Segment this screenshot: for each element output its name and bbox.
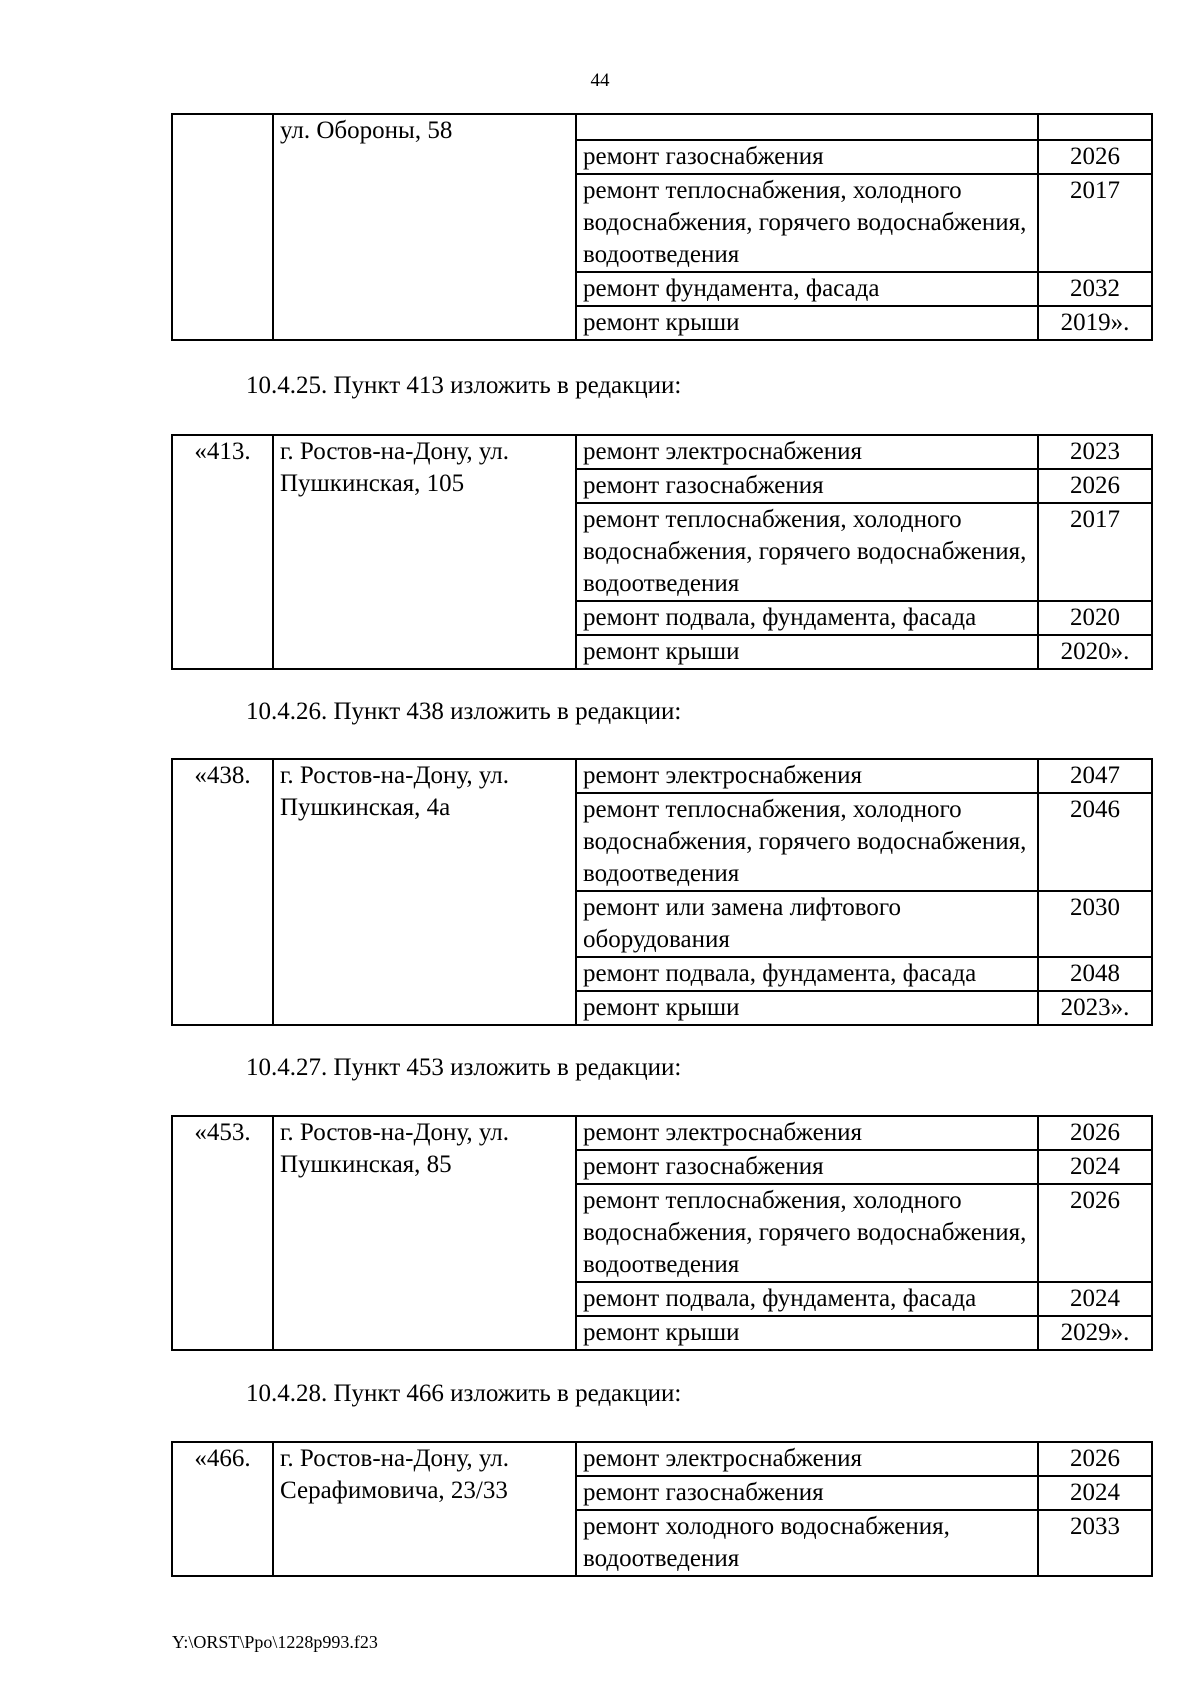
work-cell: ремонт теплоснабжения, холодного водоснабжения, горячего водоснабжения, водоотведения [576, 503, 1038, 601]
table-row [172, 759, 1152, 793]
work-cell: ремонт холодного водоснабжения, водоотведения [576, 1510, 1038, 1576]
work-cell: ремонт теплоснабжения, холодного водоснабжения, горячего водоснабжения, водоотведения [576, 174, 1038, 272]
item-number-cell [172, 114, 273, 340]
year-cell: 2020 [1038, 601, 1152, 635]
section-heading: 10.4.25. Пункт 413 изложить в редакции: [246, 372, 682, 399]
work-cell: ремонт крыши [576, 1316, 1038, 1350]
work-cell: ремонт крыши [576, 306, 1038, 340]
work-cell: ремонт газоснабжения [576, 1150, 1038, 1184]
item-table [171, 758, 1153, 1026]
section-heading: 10.4.27. Пункт 453 изложить в редакции: [246, 1054, 682, 1081]
footer-file-path: Y:\ORST\Ppo\1228p993.f23 [172, 1632, 378, 1652]
year-cell: 2033 [1038, 1510, 1152, 1576]
year-cell: 2047 [1038, 759, 1152, 793]
item-number-cell: «413. [172, 435, 273, 669]
year-cell: 2024 [1038, 1150, 1152, 1184]
work-cell: ремонт крыши [576, 635, 1038, 669]
section-heading: 10.4.26. Пункт 438 изложить в редакции: [246, 698, 682, 725]
item-table [171, 434, 1153, 670]
year-cell: 2032 [1038, 272, 1152, 306]
continuation-table [171, 113, 1153, 341]
year-cell: 2024 [1038, 1476, 1152, 1510]
work-cell: ремонт подвала, фундамента, фасада [576, 601, 1038, 635]
year-cell: 2026 [1038, 140, 1152, 174]
year-cell: 2017 [1038, 174, 1152, 272]
year-cell [1038, 114, 1152, 140]
address-cell: г. Ростов-на-Дону, ул. Пушкинская, 105 [273, 435, 576, 669]
year-cell: 2046 [1038, 793, 1152, 891]
year-cell: 2017 [1038, 503, 1152, 601]
address-cell: г. Ростов-на-Дону, ул. Пушкинская, 85 [273, 1116, 576, 1350]
item-table [171, 1441, 1153, 1577]
work-cell: ремонт крыши [576, 991, 1038, 1025]
work-cell: ремонт газоснабжения [576, 469, 1038, 503]
address-cell: г. Ростов-на-Дону, ул. Пушкинская, 4а [273, 759, 576, 1025]
section-heading: 10.4.28. Пункт 466 изложить в редакции: [246, 1380, 682, 1407]
table-row [172, 1442, 1152, 1476]
address-cell: ул. Обороны, 58 [273, 114, 576, 340]
work-cell: ремонт электроснабжения [576, 759, 1038, 793]
year-cell: 2019». [1038, 306, 1152, 340]
work-cell: ремонт подвала, фундамента, фасада [576, 957, 1038, 991]
item-number-cell: «438. [172, 759, 273, 1025]
item-number-cell: «453. [172, 1116, 273, 1350]
work-cell: ремонт электроснабжения [576, 1442, 1038, 1476]
year-cell: 2029». [1038, 1316, 1152, 1350]
work-cell: ремонт или замена лифтового оборудования [576, 891, 1038, 957]
year-cell: 2020». [1038, 635, 1152, 669]
year-cell: 2024 [1038, 1282, 1152, 1316]
year-cell: 2026 [1038, 1442, 1152, 1476]
year-cell: 2023 [1038, 435, 1152, 469]
work-cell: ремонт теплоснабжения, холодного водоснабжения, горячего водоснабжения, водоотведения [576, 793, 1038, 891]
work-cell: ремонт электроснабжения [576, 435, 1038, 469]
work-cell: ремонт подвала, фундамента, фасада [576, 1282, 1038, 1316]
page-number: 44 [590, 70, 610, 91]
year-cell: 2026 [1038, 1116, 1152, 1150]
table-row [172, 435, 1152, 469]
year-cell: 2048 [1038, 957, 1152, 991]
item-number-cell: «466. [172, 1442, 273, 1576]
item-table [171, 1115, 1153, 1351]
work-cell: ремонт электроснабжения [576, 1116, 1038, 1150]
work-cell: ремонт теплоснабжения, холодного водоснабжения, горячего водоснабжения, водоотведения [576, 1184, 1038, 1282]
table-row [172, 1116, 1152, 1150]
year-cell: 2023». [1038, 991, 1152, 1025]
work-cell: ремонт фундамента, фасада [576, 272, 1038, 306]
work-cell [576, 114, 1038, 140]
year-cell: 2030 [1038, 891, 1152, 957]
address-cell: г. Ростов-на-Дону, ул. Серафимовича, 23/33 [273, 1442, 576, 1576]
work-cell: ремонт газоснабжения [576, 1476, 1038, 1510]
work-cell: ремонт газоснабжения [576, 140, 1038, 174]
table-row [172, 114, 1152, 140]
year-cell: 2026 [1038, 469, 1152, 503]
year-cell: 2026 [1038, 1184, 1152, 1282]
